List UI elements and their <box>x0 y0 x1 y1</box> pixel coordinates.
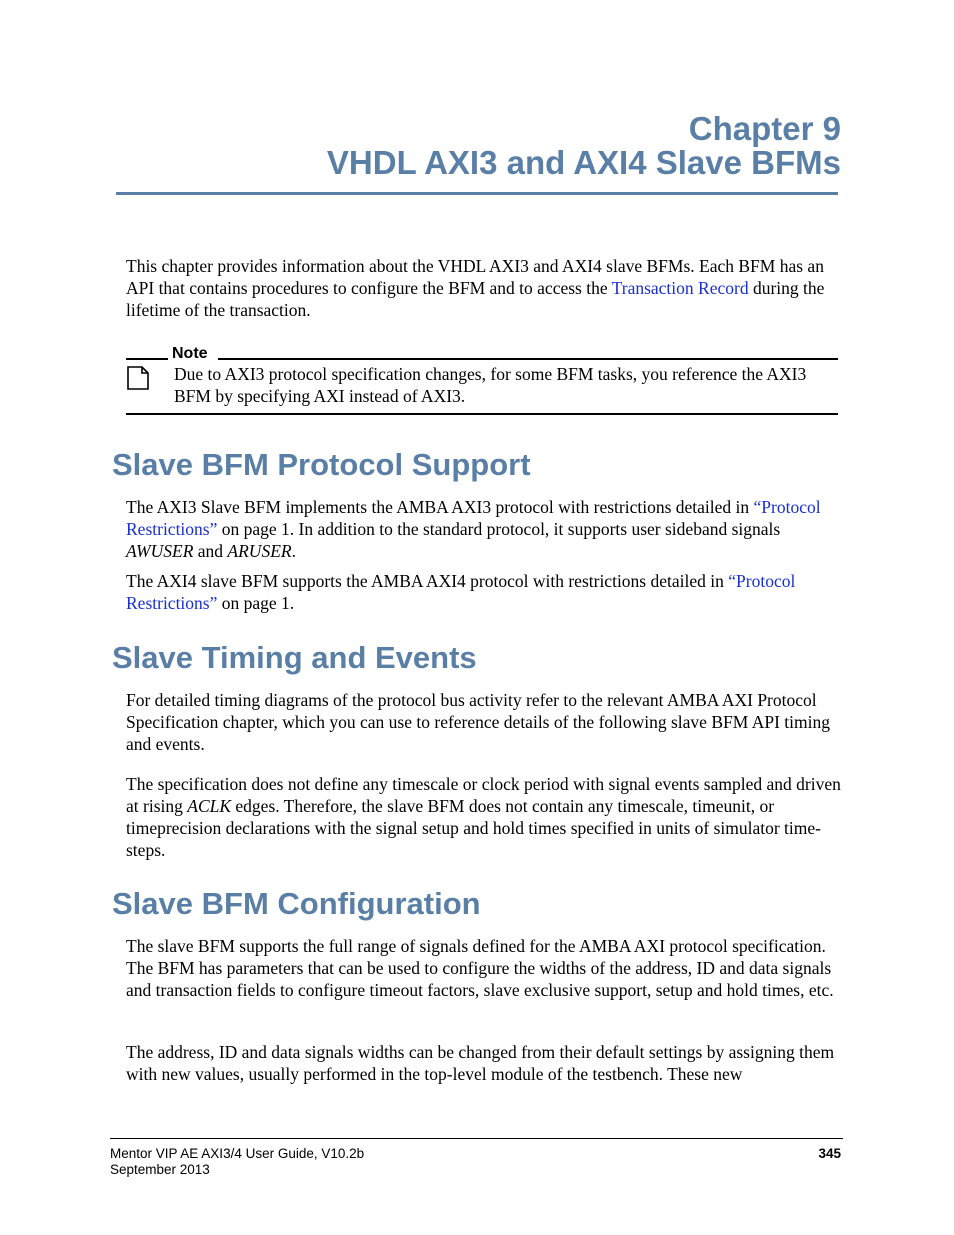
footer-guide-title: Mentor VIP AE AXI3/4 User Guide, V10.2b <box>110 1146 365 1161</box>
note-top-rule-left <box>126 358 168 360</box>
aruser-signal: ARUSER <box>227 541 292 561</box>
intro-text-end: during the lifetime of the transaction. <box>126 278 825 320</box>
transaction-record-link[interactable]: Transaction Record <box>611 278 749 298</box>
protocol-restrictions-link-2[interactable]: “Protocol Restrictions” <box>126 571 796 613</box>
chapter-title: VHDL AXI3 and AXI4 Slave BFMs <box>326 144 841 181</box>
page-number: 345 <box>818 1146 841 1161</box>
protocol-restrictions-link[interactable]: “Protocol Restrictions” <box>126 497 821 539</box>
aclk-signal: ACLK <box>187 796 232 816</box>
configuration-paragraph-1: The slave BFM supports the full range of signals defined for the AMBA AXI protocol specification. The BFM has parameters that can be used to configure the widths of the address, ID and data signals and transaction fields to configure timeout factors, slave exclusive support, setup and hold times, etc. <box>126 936 834 1000</box>
configuration-paragraph-2: The address, ID and data signals widths can be changed from their default settings by assigning them with new values, usually performed in the top-level module of the testbench. These new <box>126 1042 835 1084</box>
note-bottom-rule <box>126 413 838 415</box>
note-top-rule-right <box>218 358 838 360</box>
timing-paragraph-2 <box>126 773 841 861</box>
text: on page 1. In addition to the standard protocol, it supports user sideband signals <box>217 519 781 539</box>
text: The specification does not define any timescale or clock period with signal events sampled and driven at rising <box>126 774 841 816</box>
heading-protocol-support: Slave BFM Protocol Support <box>112 447 531 482</box>
chapter-number: Chapter 9 <box>688 110 841 147</box>
heading-configuration: Slave BFM Configuration <box>112 886 481 921</box>
text: on page 1. <box>217 593 295 613</box>
footer-date: September 2013 <box>110 1162 210 1177</box>
note-label: Note <box>172 345 208 362</box>
heading-timing-events: Slave Timing and Events <box>112 640 477 675</box>
note-text: Due to AXI3 protocol specification changes, for some BFM tasks, you reference the AXI3 BFM by specifying AXI instead of AXI3. <box>174 364 807 406</box>
protocol-support-paragraph-1 <box>126 496 841 562</box>
footer-rule <box>110 1138 843 1139</box>
text: The AXI3 Slave BFM implements the AMBA AXI3 protocol with restrictions detailed in <box>126 497 754 517</box>
protocol-support-paragraph-2 <box>126 570 841 614</box>
awuser-signal: AWUSER <box>126 541 194 561</box>
text: and <box>193 541 228 561</box>
text: The AXI4 slave BFM supports the AMBA AXI4 protocol with restrictions detailed in <box>126 571 729 591</box>
timing-paragraph-1: For detailed timing diagrams of the protocol bus activity refer to the relevant AMBA AXI Protocol Specification chapter, which you can use to reference details of the following slave BFM API timing and events. <box>126 690 830 754</box>
intro-text: This chapter provides information about the VHDL AXI3 and AXI4 slave BFMs. Each BFM has an API that contains procedures to configure the BFM and to access the <box>126 256 824 298</box>
text: . <box>291 541 296 561</box>
note-page-icon <box>127 366 149 390</box>
chapter-rule <box>116 192 838 195</box>
intro-paragraph <box>126 255 841 321</box>
text: edges. Therefore, the slave BFM does not contain any timescale, timeunit, or timeprecision declarations with the signal setup and hold times specified in units of simulator time-steps. <box>126 796 821 860</box>
